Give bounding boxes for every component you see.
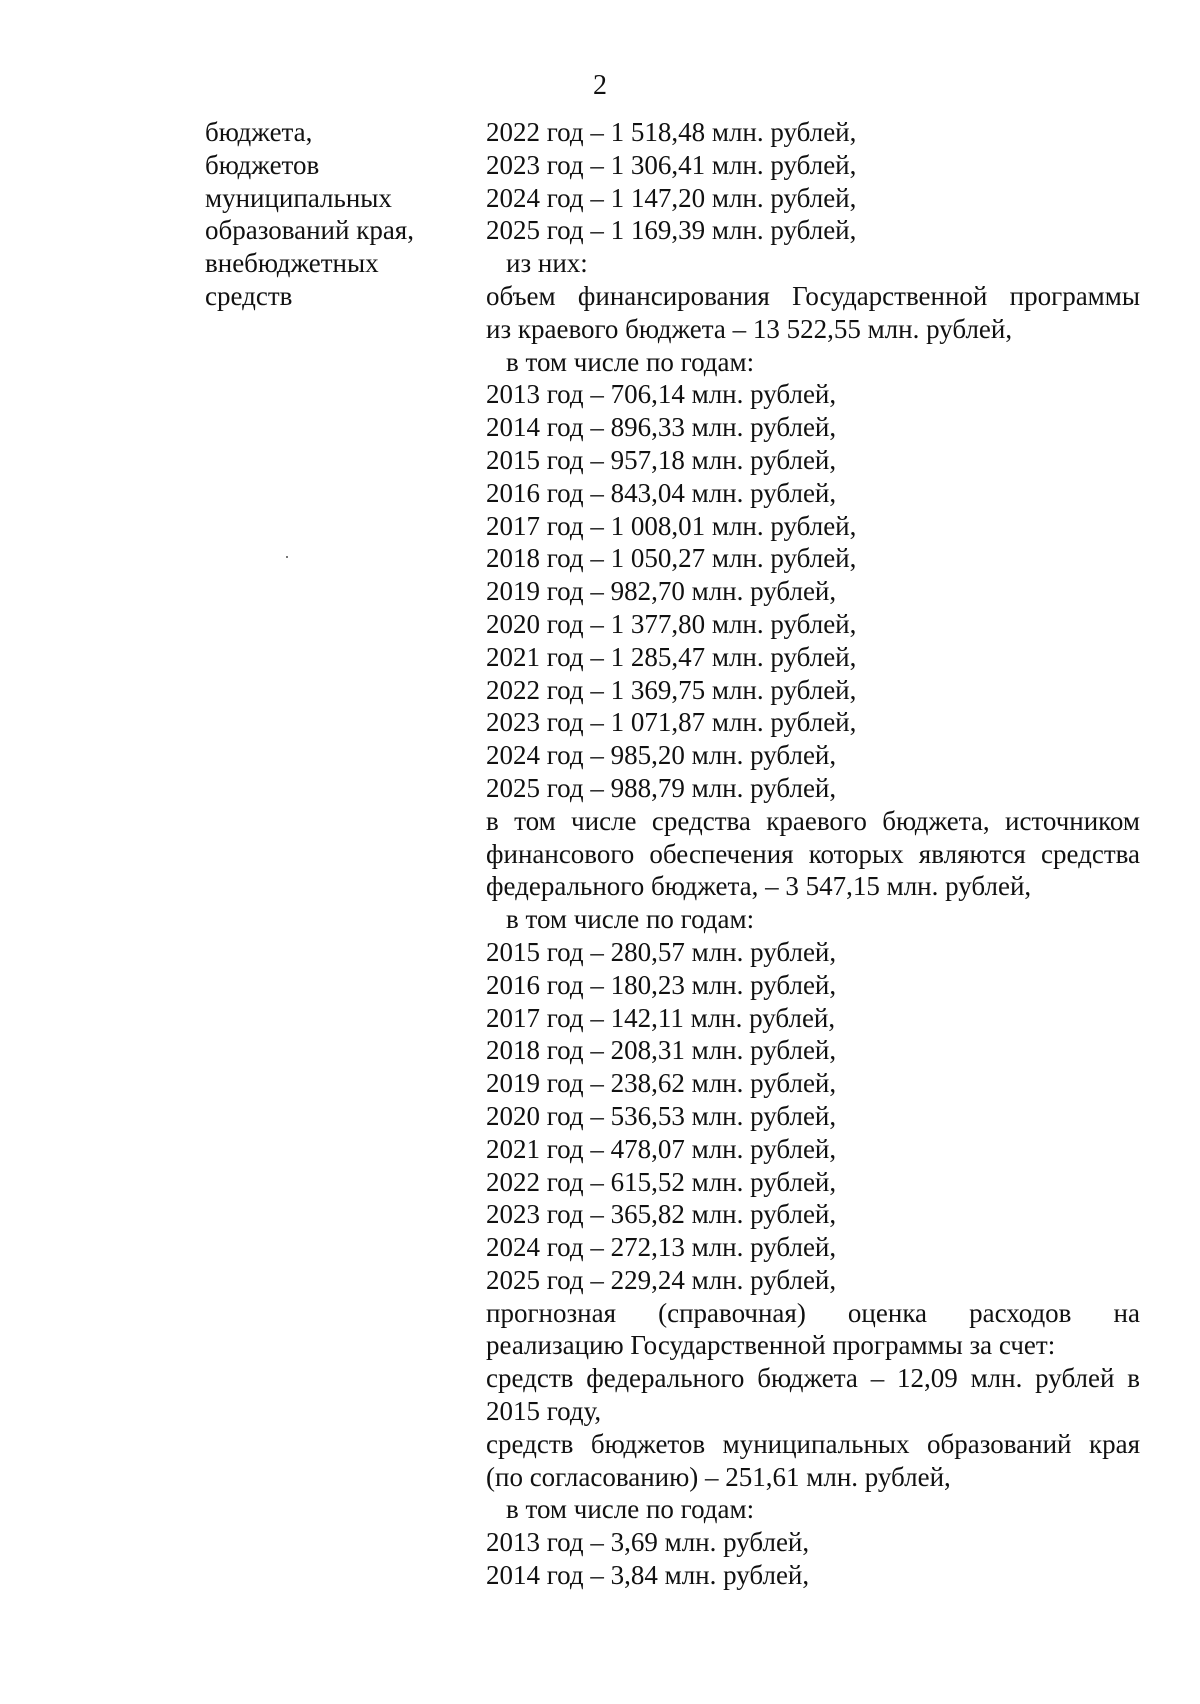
funding-line: 2025 год – 229,24 млн. рублей, bbox=[486, 1264, 837, 1295]
subheading-line: из них: bbox=[506, 248, 588, 279]
left-column-line: бюджетов bbox=[205, 149, 320, 180]
left-column-line: муниципальных bbox=[205, 182, 392, 213]
funding-line: 2016 год – 843,04 млн. рублей, bbox=[486, 477, 837, 508]
funding-line: 2020 год – 1 377,80 млн. рублей, bbox=[486, 608, 857, 639]
funding-line: 2023 год – 1 306,41 млн. рублей, bbox=[486, 149, 857, 180]
funding-line: 2022 год – 1 518,48 млн. рублей, bbox=[486, 117, 857, 147]
scan-speck bbox=[286, 556, 288, 558]
funding-line: 2025 год – 988,79 млн. рублей, bbox=[486, 772, 837, 803]
paragraph-line: реализацию Государственной программы за счет: bbox=[486, 1330, 1056, 1361]
funding-line: 2016 год – 180,23 млн. рублей, bbox=[486, 969, 837, 1000]
paragraph-line: из краевого бюджета – 13 522,55 млн. рублей, bbox=[486, 313, 1013, 344]
funding-line: 2024 год – 1 147,20 млн. рублей, bbox=[486, 182, 857, 213]
funding-line: 2024 год – 272,13 млн. рублей, bbox=[486, 1232, 837, 1263]
paragraph-line: прогнозная (справочная) оценка расходов на bbox=[486, 1297, 1140, 1328]
left-column-line: средств bbox=[205, 280, 293, 311]
funding-line: 2020 год – 536,53 млн. рублей, bbox=[486, 1100, 837, 1131]
paragraph-line: объем финансирования Государственной программы bbox=[486, 280, 1140, 311]
subheading-line: в том числе по годам: bbox=[506, 346, 755, 377]
funding-line: 2019 год – 238,62 млн. рублей, bbox=[486, 1068, 837, 1099]
paragraph-line: финансового обеспечения которых являются средства bbox=[486, 838, 1140, 869]
funding-line: 2021 год – 1 285,47 млн. рублей, bbox=[486, 641, 857, 672]
right-column bbox=[486, 116, 1140, 1592]
funding-line: 2014 год – 896,33 млн. рублей, bbox=[486, 412, 837, 443]
funding-line: 2018 год – 1 050,27 млн. рублей, bbox=[486, 543, 857, 574]
paragraph-line: средств федерального бюджета – 12,09 млн. рублей в bbox=[486, 1363, 1140, 1394]
funding-line: 2022 год – 615,52 млн. рублей, bbox=[486, 1166, 837, 1197]
left-column bbox=[205, 116, 445, 313]
funding-line: 2013 год – 706,14 млн. рублей, bbox=[486, 379, 837, 410]
funding-line: 2014 год – 3,84 млн. рублей, bbox=[486, 1560, 810, 1591]
left-column-line: образований края, bbox=[205, 215, 414, 246]
left-column-line: бюджета, bbox=[205, 117, 313, 147]
paragraph-line: 2015 году, bbox=[486, 1396, 602, 1427]
funding-line: 2019 год – 982,70 млн. рублей, bbox=[486, 576, 837, 607]
subheading-line: в том числе по годам: bbox=[506, 1494, 755, 1525]
funding-line: 2023 год – 1 071,87 млн. рублей, bbox=[486, 707, 857, 738]
funding-line: 2015 год – 957,18 млн. рублей, bbox=[486, 444, 837, 475]
funding-line: 2017 год – 1 008,01 млн. рублей, bbox=[486, 510, 857, 541]
funding-line: 2021 год – 478,07 млн. рублей, bbox=[486, 1133, 837, 1164]
left-column-line: внебюджетных bbox=[205, 248, 379, 279]
funding-line: 2025 год – 1 169,39 млн. рублей, bbox=[486, 215, 857, 246]
paragraph-line: федерального бюджета, – 3 547,15 млн. рублей, bbox=[486, 871, 1032, 902]
page-number: 2 bbox=[593, 70, 607, 101]
funding-line: 2023 год – 365,82 млн. рублей, bbox=[486, 1199, 837, 1230]
funding-line: 2015 год – 280,57 млн. рублей, bbox=[486, 936, 837, 967]
funding-line: 2022 год – 1 369,75 млн. рублей, bbox=[486, 674, 857, 705]
funding-line: 2017 год – 142,11 млн. рублей, bbox=[486, 1002, 836, 1033]
paragraph-line: средств бюджетов муниципальных образований края bbox=[486, 1428, 1140, 1459]
funding-line: 2024 год – 985,20 млн. рублей, bbox=[486, 740, 837, 771]
funding-line: 2018 год – 208,31 млн. рублей, bbox=[486, 1035, 837, 1066]
paragraph-line: в том числе средства краевого бюджета, источником bbox=[486, 805, 1140, 836]
subheading-line: в том числе по годам: bbox=[506, 904, 755, 935]
funding-line: 2013 год – 3,69 млн. рублей, bbox=[486, 1527, 810, 1558]
paragraph-line: (по согласованию) – 251,61 млн. рублей, bbox=[486, 1461, 951, 1492]
